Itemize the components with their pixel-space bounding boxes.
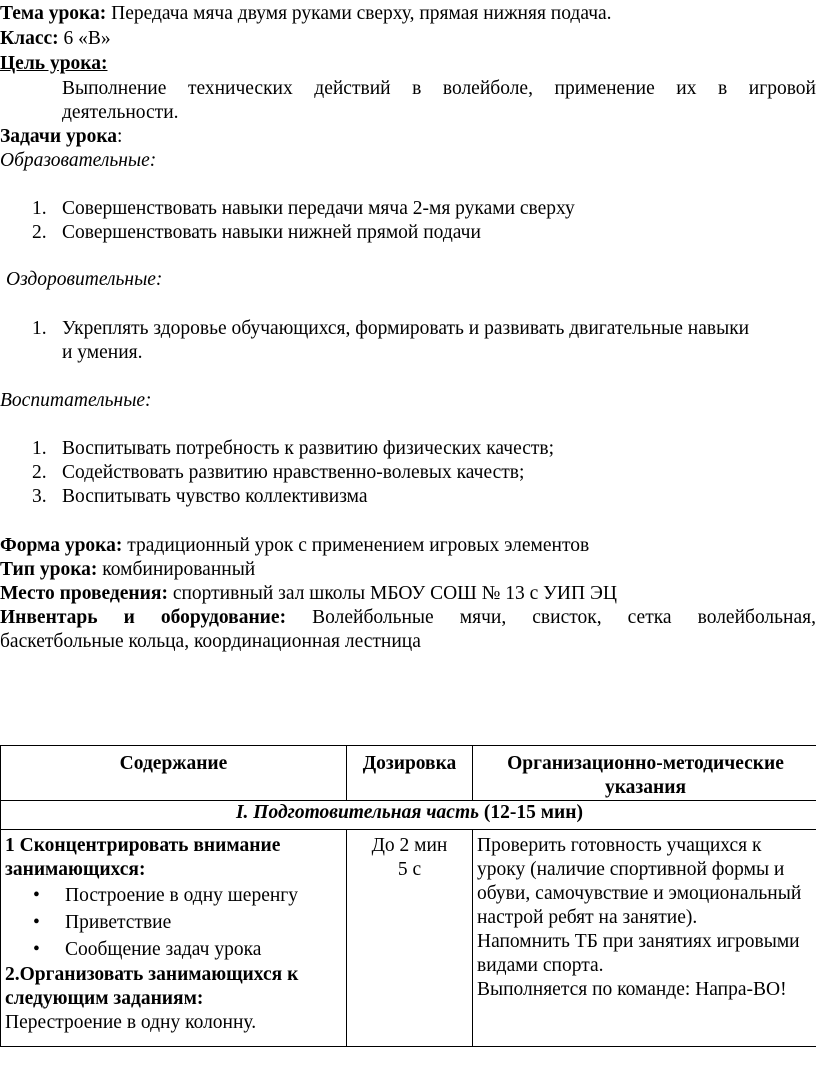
list-text: и умения. <box>62 342 143 363</box>
type-value: комбинированный <box>97 559 256 580</box>
tasks-label: Задачи урока <box>0 126 118 147</box>
list-number: 1. <box>32 438 47 459</box>
equipment-value: Волейбольные мячи, свисток, сетка волейбольная, <box>312 607 816 628</box>
equipment-label: Инвентарь и оборудование: <box>0 607 287 628</box>
goal-label: Цель урока: <box>0 53 108 74</box>
guideline-line: Напомнить ТБ при занятиях игровыми <box>477 931 800 952</box>
list-text: Совершенствовать навыки нижней прямой подачи <box>62 222 481 243</box>
tasks-heading <box>0 125 122 149</box>
lesson-goal-heading <box>0 52 107 76</box>
dosage-line: 5 с <box>397 859 422 880</box>
content-cell <box>1 830 347 1047</box>
guideline-line: уроку (наличие спортивной формы и <box>477 859 785 880</box>
class-value: 6 «В» <box>58 28 111 49</box>
bullet-item: • Приветствие <box>5 909 342 936</box>
guideline-line: Проверить готовность учащихся к <box>477 835 762 856</box>
list-number: 2. <box>32 462 47 483</box>
guideline-line: видами спорта. <box>477 955 604 976</box>
bullet-item: • Построение в одну шеренгу <box>5 882 342 909</box>
form-label: Форма урока: <box>0 535 123 556</box>
section-title-duration: (12-15 мин) <box>479 802 584 823</box>
goal-text-line1: Выполнение технических действий в волейболе, применение их в игровой <box>62 78 816 99</box>
item1-title: 1 Сконцентрировать внимание занимающихся: <box>5 835 281 880</box>
list-number: 2. <box>32 222 47 243</box>
table-header-row <box>1 746 816 801</box>
list-text: Воспитывать потребность к развитию физических качеств; <box>62 438 555 459</box>
guideline-line: настрой ребят на занятие). <box>477 907 698 928</box>
topic-value: Передача мяча двумя руками сверху, прямая нижняя подача. <box>106 3 612 24</box>
educational-heading: Образовательные: <box>0 150 157 171</box>
class-label: Класс: <box>0 28 59 49</box>
lesson-form <box>0 534 589 558</box>
section-title <box>1 801 816 830</box>
place-label: Место проведения: <box>0 583 168 604</box>
place-value: спортивный зал школы МБОУ СОШ № 13 с УИП ЭЦ <box>167 583 617 604</box>
lesson-place <box>0 582 617 606</box>
goal-text-line2: деятельности. <box>62 102 179 123</box>
section-row <box>1 801 816 830</box>
list-text: Воспитывать чувство коллективизма <box>62 486 368 507</box>
column-header-content: Содержание <box>1 746 347 801</box>
type-label: Тип урока: <box>0 559 98 580</box>
lesson-plan-table <box>0 745 816 1047</box>
list-text: Содействовать развитию нравственно-волевых качеств; <box>62 462 525 483</box>
tasks-colon: : <box>117 126 123 147</box>
table-row <box>1 830 816 1047</box>
list-number: 1. <box>32 318 47 339</box>
column-header-dosage: Дозировка <box>347 746 473 801</box>
section-title-italic: I. Подготовительная часть <box>235 802 480 823</box>
guideline-line: Выполняется по команде: Напра-ВО! <box>477 979 787 1000</box>
lesson-class <box>0 27 111 51</box>
form-value: традиционный урок с применением игровых элементов <box>122 535 590 556</box>
item2-text: Перестроение в одну колонну. <box>5 1012 257 1033</box>
lesson-type <box>0 558 255 582</box>
upbringing-heading: Воспитательные: <box>0 390 152 411</box>
list-number: 3. <box>32 486 47 507</box>
list-text: Укреплять здоровье обучающихся, формировать и развивать двигательные навыки <box>62 318 750 339</box>
item2-title: 2.Организовать занимающихся к следующим заданиям: <box>5 964 299 1009</box>
equipment-line1 <box>0 606 816 630</box>
topic-label: Тема урока: <box>0 3 107 24</box>
guidelines-cell <box>473 830 816 1047</box>
lesson-topic <box>0 2 612 26</box>
list-number: 1. <box>32 198 47 219</box>
list-text: Совершенствовать навыки передачи мяча 2-мя руками сверху <box>62 198 575 219</box>
bullet-item: • Сообщение задач урока <box>5 936 342 963</box>
equipment-line2: баскетбольные кольца, координационная лестница <box>0 631 421 652</box>
health-heading: Оздоровительные: <box>6 269 163 290</box>
guideline-line: обуви, самочувствие и эмоциональный <box>477 883 802 904</box>
bullet-list <box>5 882 342 963</box>
dosage-line: До 2 мин <box>371 835 448 856</box>
dosage-cell <box>347 830 473 1047</box>
column-header-guidelines: Организационно-методические указания <box>473 746 816 801</box>
